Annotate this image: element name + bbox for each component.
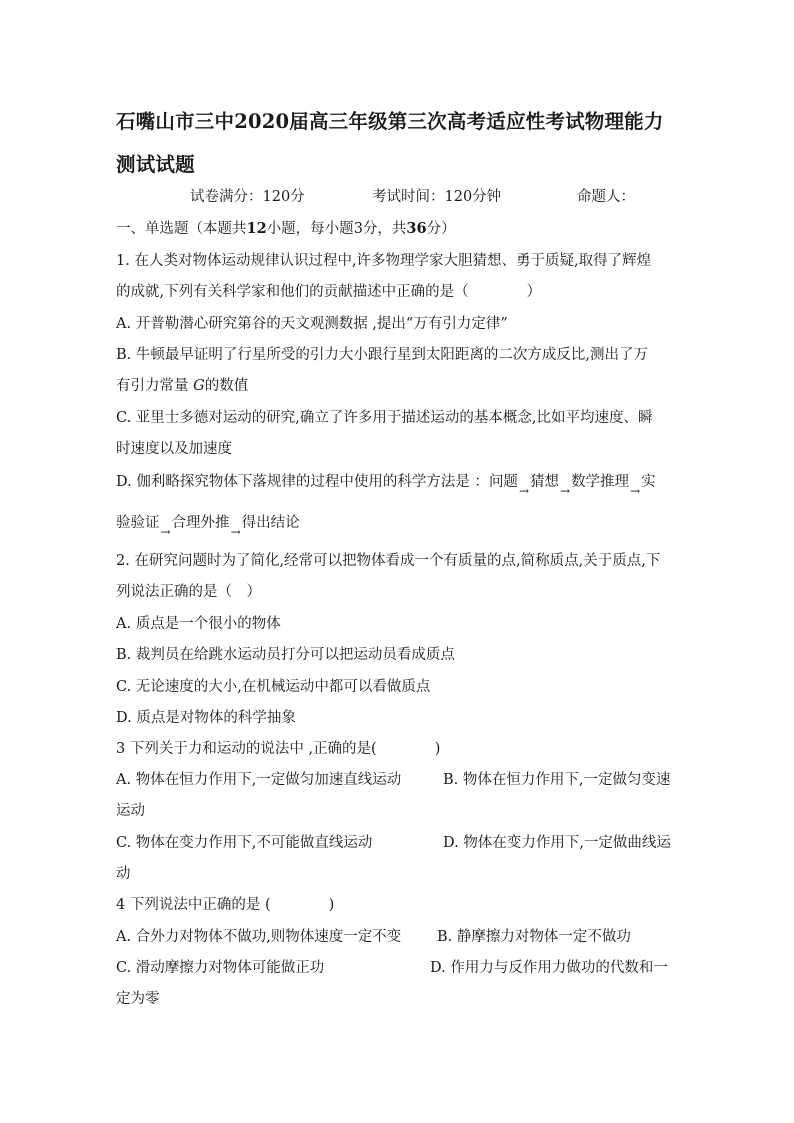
q3-option-b-line2: 运动 [116, 803, 145, 819]
section-per: 3 [353, 221, 363, 237]
q1-stem-line1: 1. 在人类对物体运动规律认识过程中,许多物理学家大胆猜想、勇于质疑,取得了辉煌 [116, 253, 652, 269]
q1-b-post: 的数值 [204, 378, 249, 394]
q2-stem-line2: 列说法正确的是（ ） [116, 584, 261, 600]
q1-option-d-line2 [116, 511, 300, 539]
q3-option-d-line1: D. 物体在变力作用下,一定做曲线运 [443, 835, 671, 851]
exam-time: 考试时间：120分钟 [372, 189, 502, 205]
arrow-right-icon: → [160, 525, 171, 539]
q4-option-c: C. 滑动摩擦力对物体可能做正功 [116, 960, 325, 976]
q4-option-d-line1: D. 作用力与反作用力做功的代数和一 [430, 960, 668, 976]
full-score: 试卷满分：120分 [190, 189, 305, 205]
section-heading [116, 217, 456, 238]
q1-option-c-line1: C. 亚里士多德对运动的研究,确立了许多用于描述运动的基本概念,比如平均速度、瞬 [116, 410, 653, 426]
q3-option-d-line2: 动 [116, 866, 131, 882]
method-step: 数学推理 [571, 474, 630, 490]
gravitational-constant-symbol: G [193, 378, 205, 394]
q3-option-b-line1: B. 物体在恒力作用下,一定做匀变速 [443, 772, 671, 788]
section-prefix: 一、单选题（本题共 [116, 221, 247, 237]
section-mid1: 小题，每小题 [266, 221, 354, 237]
q2-option-c: C. 无论速度的大小,在机械运动中都可以看做质点 [116, 679, 431, 695]
method-step: 得出结论 [241, 515, 300, 531]
q3-stem: 3 下列关于力和运动的说法中 ,正确的是( ) [116, 741, 441, 757]
q1-option-d-line1 [116, 470, 656, 498]
section-mid2: 分，共 [362, 221, 407, 237]
q2-option-b: B. 裁判员在给跳水运动员打分可以把运动员看成质点 [116, 647, 455, 663]
q1-option-b-line2 [116, 374, 248, 395]
q1-stem-line2: 的成就,下列有关科学家和他们的贡献描述中正确的是（ ） [116, 284, 542, 300]
q4-option-a: A. 合外力对物体不做功,则物体速度一定不变 [116, 929, 402, 945]
q1-option-a: A. 开普勒潜心研究第谷的天文观测数据 ,提出“万有引力定律” [116, 316, 508, 332]
exam-title-line2: 测试试题 [116, 153, 195, 176]
q2-option-a: A. 质点是一个很小的物体 [116, 616, 281, 632]
q1-option-c-line2: 时速度以及加速度 [116, 441, 232, 457]
arrow-right-icon: → [630, 484, 641, 498]
q1-option-b-line1: B. 牛顿最早证明了行星所受的引力大小跟行星到太阳距离的二次方成反比,测出了万 [116, 347, 648, 363]
q4-option-d-line2: 定为零 [116, 991, 160, 1007]
method-step: 实 [641, 474, 656, 490]
method-step: 合理外推 [171, 515, 230, 531]
exam-author: 命题人： [577, 189, 635, 205]
q4-option-b: B. 静摩擦力对物体一定不做功 [437, 929, 631, 945]
section-count: 12 [246, 220, 267, 237]
q3-option-c: C. 物体在变力作用下,不可能做直线运动 [116, 835, 373, 851]
method-step: 猜想 [530, 474, 559, 490]
q1-b-pre: 有引力常量 [116, 378, 189, 394]
q1-d-lead: D. 伽利略探究物体下落规律的过程中使用的科学方法是 ： [116, 474, 489, 490]
arrow-right-icon: → [560, 484, 571, 498]
q2-stem-line1: 2. 在研究问题时为了简化,经常可以把物体看成一个有质量的点,简称质点,关于质点,下 [116, 553, 661, 569]
section-suffix: 分） [426, 221, 456, 237]
q4-stem: 4 下列说法中正确的是 ( ) [116, 897, 335, 913]
q2-option-d: D. 质点是对物体的科学抽象 [116, 710, 296, 726]
exam-title-line1: 石嘴山市三中2020届高三年级第三次高考适应性考试物理能力 [116, 110, 664, 133]
method-step: 问题 [488, 474, 518, 490]
q3-option-a: A. 物体在恒力作用下,一定做匀加速直线运动 [116, 772, 402, 788]
method-step: 验验证 [116, 515, 160, 531]
section-total: 36 [406, 220, 427, 237]
arrow-right-icon: → [518, 484, 529, 498]
arrow-right-icon: → [230, 525, 241, 539]
